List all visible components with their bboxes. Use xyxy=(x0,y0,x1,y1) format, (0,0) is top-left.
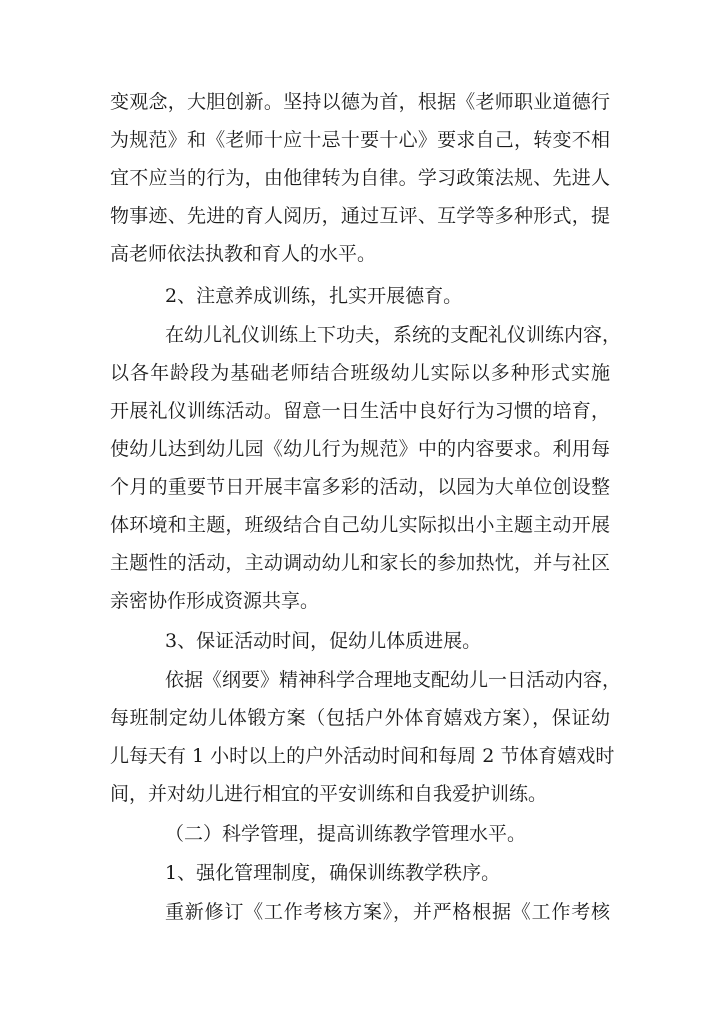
paragraph-line: 体环境和主题，班级结合自己幼儿实际拟出小主题主动开展 xyxy=(110,514,610,536)
paragraph-line: 高老师依法执教和育人的水平。 xyxy=(110,243,377,265)
paragraph-line: 宜不应当的行为，由他律转为自律。学习政策法规、先进人 xyxy=(110,167,610,189)
paragraph-line: 使幼儿达到幼儿园《幼儿行为规范》中的内容要求。利用每 xyxy=(110,438,610,460)
section-heading: 1、强化管理制度，确保训练教学秩序。 xyxy=(165,862,501,884)
paragraph-line: 变观念，大胆创新。坚持以德为首，根据《老师职业道德行 xyxy=(110,91,610,113)
section-heading: 3、保证活动时间，促幼儿体质进展。 xyxy=(165,630,482,652)
paragraph-line: 开展礼仪训练活动。留意一日生活中良好行为习惯的培育， xyxy=(110,400,610,422)
section-heading: 2、注意养成训练，扎实开展德育。 xyxy=(165,285,463,307)
paragraph-line: 依据《纲要》精神科学合理地支配幼儿一日活动内容， xyxy=(165,669,622,691)
paragraph-line: 亲密协作形成资源共享。 xyxy=(110,590,320,612)
paragraph-line: 儿每天有 1 小时以上的户外活动时间和每周 2 节体育嬉戏时 xyxy=(110,745,615,767)
paragraph-line: 间，并对幼儿进行相宜的平安训练和自我爱护训练。 xyxy=(110,783,548,805)
paragraph-line: 为规范》和《老师十应十忌十要十心》要求自己，转变不相 xyxy=(110,129,610,151)
paragraph-line: 重新修订《工作考核方案》，并严格根据《工作考核 xyxy=(165,901,610,923)
paragraph-line: 以各年龄段为基础老师结合班级幼儿实际以多种形式实施 xyxy=(110,362,610,384)
paragraph-line: 物事迹、先进的育人阅历，通过互评、互学等多种形式，提 xyxy=(110,205,610,227)
paragraph-line: 每班制定幼儿体锻方案（包括户外体育嬉戏方案），保证幼 xyxy=(110,707,610,729)
paragraph-line: 个月的重要节日开展丰富多彩的活动，以园为大单位创设整 xyxy=(110,476,610,498)
section-heading: （二）科学管理，提高训练教学管理水平。 xyxy=(165,823,527,845)
paragraph-line: 主题性的活动，主动调动幼儿和家长的参加热忱，并与社区 xyxy=(110,552,610,574)
paragraph-line: 在幼儿礼仪训练上下功夫，系统的支配礼仪训练内容， xyxy=(165,324,622,346)
